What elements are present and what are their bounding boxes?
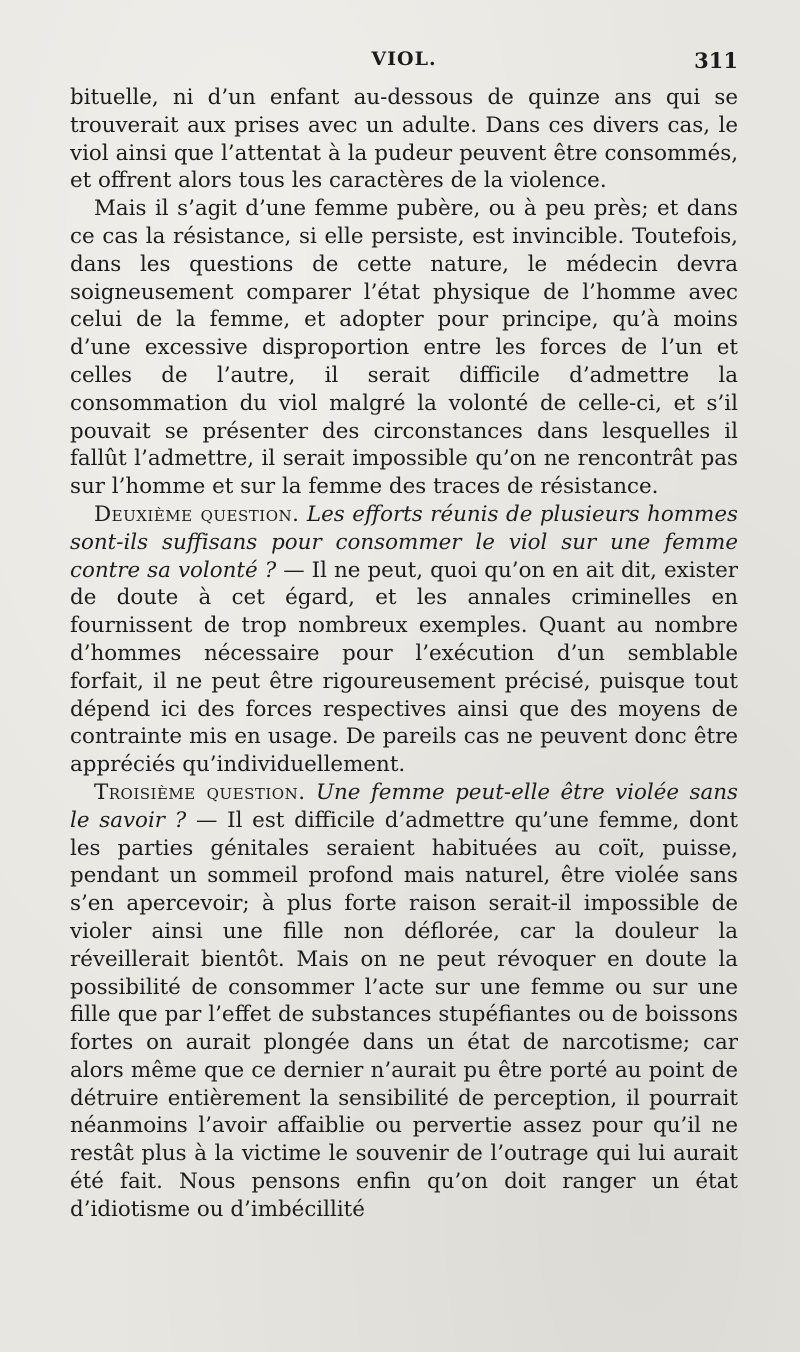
paragraph-text: bituelle, ni d’un enfant au-dessous de quinze ans qui se trouverait aux prises avec un adulte. Dans ces divers cas, le viol ainsi que l’attentat à la pudeur peuvent être consommés, et offrent alors tous les caractères de la violence. [70,85,738,194]
paragraph [70,195,738,501]
paragraph-text: — Il est difficile d’admettre qu’une femme, dont les parties génitales seraient habituées au coït, puisse, pendant un sommeil profond mais naturel, être violée sans s’en apercevoir; à plus forte raison serait-il impossible de violer ainsi une fille non déflorée, car la douleur la réveillerait bientôt. Mais on ne peut révoquer en doute la possibilité de consommer l’acte sur une femme ou sur une fille que par l’effet de substances stupéfiantes ou de boissons fortes on aurait plongée dans un état de narcotisme; car alors même que ce dernier n’aurait pu être porté au point de détruire entièrement la sensibilité de perception, il pourrait néanmoins l’avoir affaiblie ou pervertie assez pour qu’il ne restât plus à la victime le souvenir de l’outrage qui lui aurait été fait. Nous pensons enfin qu’on doit ranger un état d’idiotisme ou d’imbécillité [70,807,738,1222]
page-number: 311 [694,48,738,73]
paragraph-text: — Il ne peut, quoi qu’on en ait dit, exister de doute à cet égard, et les annales criminelles en fournissent de trop nombreux exemples. Quant au nombre d’hommes nécessaire pour l’exécution d’un semblable forfait, il ne peut être rigoureusement précisé, puisque tout dépend ici des forces respectives ainsi que des moyens de contrainte mis en usage. De pareils cas ne peuvent donc être appréciés qu’individuellement. [70,557,738,778]
question-text: Les efforts réunis de plusieurs hommes sont-ils suffisans pour consommer le viol sur une femme contre sa volonté ? [70,501,738,583]
question-label: Deuxième question. [94,501,300,527]
paragraph-text: Mais il s’agit d’une femme pubère, ou à peu près; et dans ce cas la résistance, si elle persiste, est invincible. Toutefois, dans les questions de cette nature, le médecin devra soigneusement comparer l’état physique de l’homme avec celui de la femme, et adopter pour principe, qu’à moins d’une excessive disproportion entre les forces de l’un et celles de l’autre, il serait difficile d’admettre la consommation du viol malgré la volonté de celle-ci, et s’il pouvait se présenter des circonstances dans lesquelles il fallût l’admettre, il serait impossible qu’on ne rencontrât pas sur l’homme et sur la femme des traces de résistance. [70,196,738,500]
question-label: Troisième question. [94,779,306,805]
question-text: Une femme peut-elle être violée sans le savoir ? [70,779,738,833]
body-text [70,84,738,1224]
paragraph-third-question [70,779,738,1224]
paragraph-second-question [70,501,738,779]
running-header [70,48,738,74]
paragraph-continuation [70,84,738,195]
running-title: VIOL. [371,48,437,70]
